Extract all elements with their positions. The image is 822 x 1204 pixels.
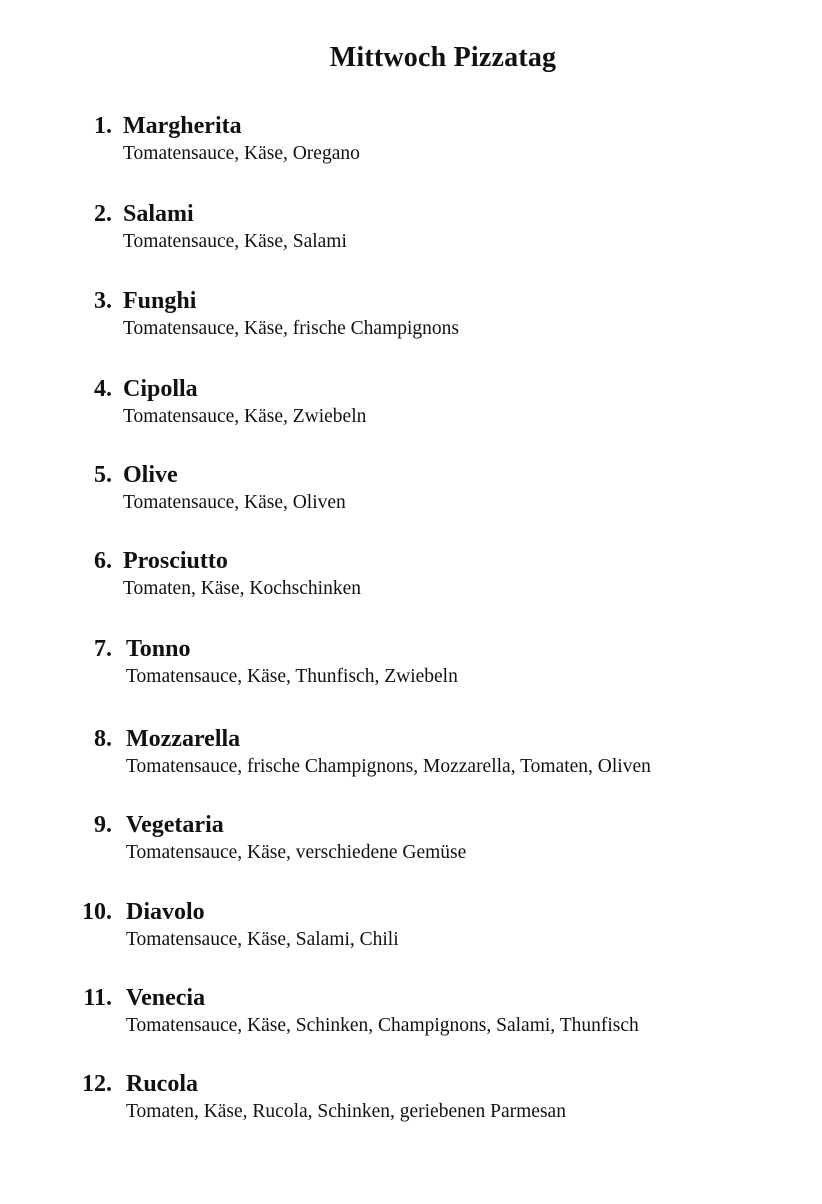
item-description: Tomaten, Käse, Kochschinken [123, 578, 361, 599]
item-number: 2. [94, 201, 112, 227]
item-name: Cipolla [123, 376, 198, 402]
item-name: Vegetaria [126, 812, 224, 838]
item-number: 11. [83, 985, 112, 1011]
menu-item [0, 635, 822, 715]
item-number: 3. [94, 288, 112, 314]
item-description: Tomaten, Käse, Rucola, Schinken, geriebenen Parmesan [126, 1101, 566, 1122]
item-name: Mozzarella [126, 726, 241, 752]
item-description: Tomatensauce, Käse, Schinken, Champignons, Salami, Thunfisch [126, 1015, 639, 1036]
item-description: Tomatensauce, Käse, Salami [123, 231, 347, 252]
item-description: Tomatensauce, Käse, verschiedene Gemüse [126, 842, 467, 863]
item-name: Olive [123, 462, 178, 488]
item-name: Venecia [126, 985, 206, 1011]
item-number: 5. [94, 462, 112, 488]
item-number: 12. [82, 1071, 112, 1097]
item-number: 9. [94, 812, 112, 838]
item-name: Prosciutto [123, 548, 228, 574]
item-name: Salami [123, 201, 194, 227]
item-number: 4. [94, 376, 112, 402]
menu-item [0, 461, 822, 541]
item-name: Margherita [123, 113, 242, 139]
item-description: Tomatensauce, Käse, Oregano [123, 143, 360, 164]
menu-item [0, 811, 822, 891]
item-name: Tonno [126, 636, 191, 662]
menu-item [0, 547, 822, 627]
item-description: Tomatensauce, Käse, Thunfisch, Zwiebeln [126, 666, 458, 687]
menu-item [0, 725, 822, 805]
item-number: 8. [94, 726, 112, 752]
menu-item [0, 898, 822, 978]
menu-item [0, 1070, 822, 1150]
item-description: Tomatensauce, Käse, frische Champignons [123, 318, 459, 339]
item-description: Tomatensauce, Käse, Salami, Chili [126, 929, 399, 950]
item-name: Rucola [126, 1071, 198, 1097]
item-description: Tomatensauce, Käse, Zwiebeln [123, 406, 367, 427]
page-title: Mittwoch Pizzatag [329, 42, 557, 73]
item-description: Tomatensauce, frische Champignons, Mozzarella, Tomaten, Oliven [126, 756, 651, 777]
menu-item [0, 287, 822, 367]
menu-item [0, 375, 822, 455]
menu-item [0, 112, 822, 192]
item-name: Funghi [123, 288, 197, 314]
item-number: 1. [94, 113, 112, 139]
menu-item [0, 200, 822, 280]
item-name: Diavolo [126, 899, 205, 925]
item-description: Tomatensauce, Käse, Oliven [123, 492, 346, 513]
menu-item [0, 984, 822, 1064]
item-number: 7. [94, 636, 112, 662]
item-number: 10. [82, 899, 112, 925]
item-number: 6. [94, 548, 112, 574]
